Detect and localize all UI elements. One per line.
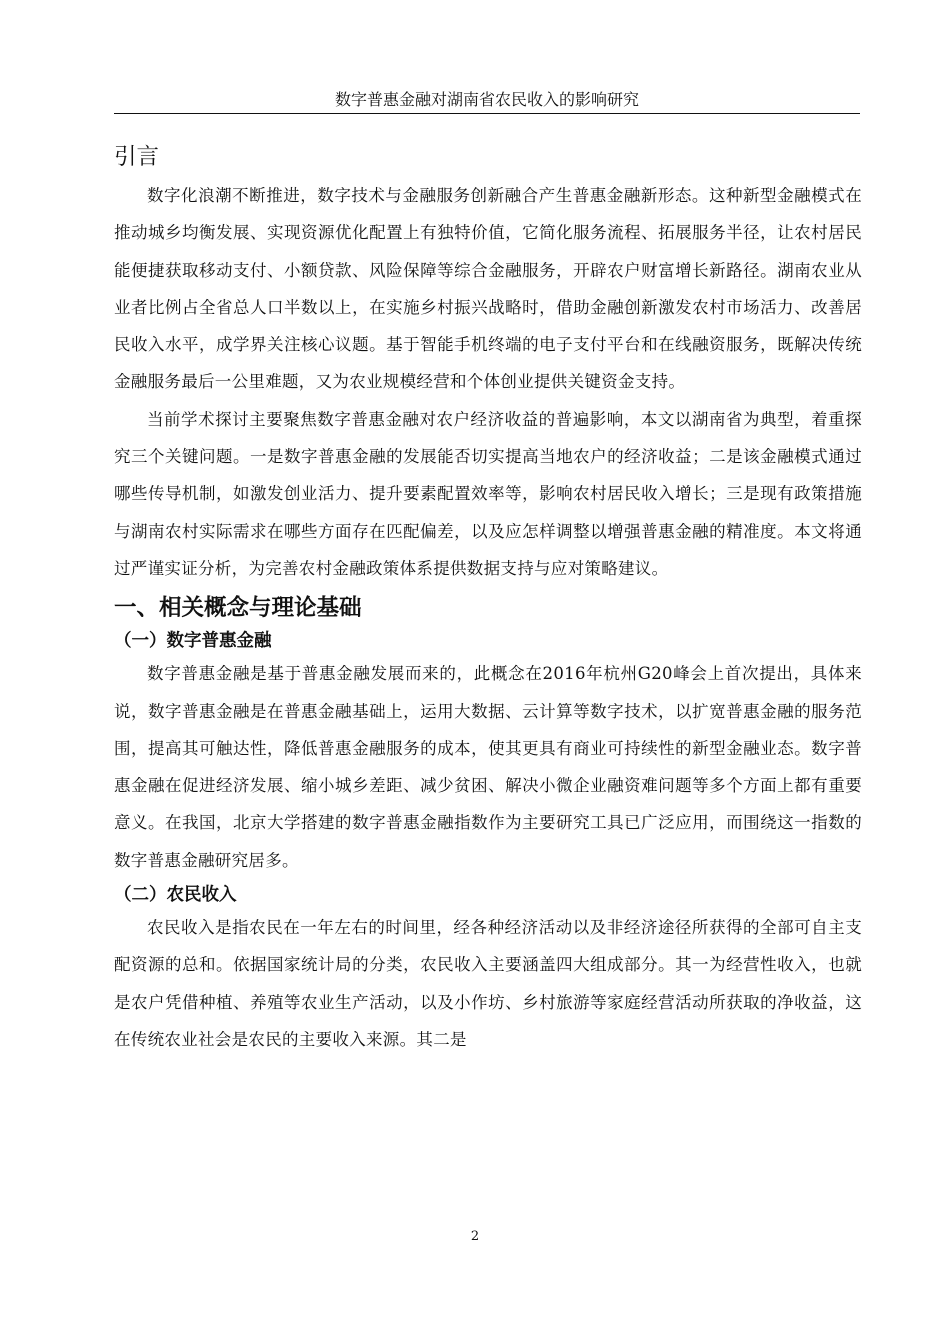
subsection-title: （一）数字普惠金融 — [114, 631, 272, 652]
paragraph: 当前学术探讨主要聚焦数字普惠金融对农户经济收益的普遍影响，本文以湖南省为典型，着重探究三个关键问题。一是数字普惠金融的发展能否切实提高当地农户的经济收益；二是该金融模式通过哪些传导机制，如激发创业活力、提升要素配置效率等，影响农村居民收入增长；三是现有政策措施与湖南农村实际需求在哪些方面存在匹配偏差，以及应怎样调整以增强普惠金融的精准度。本文将通过严谨实证分析，为完善农村金融政策体系提供数据支持与应对策略建议。 — [114, 409, 862, 578]
paragraph: 数字普惠金融是基于普惠金融发展而来的，此概念在2016年杭州G20峰会上首次提出，具体来说，数字普惠金融是在普惠金融基础上，运用大数据、云计算等数字技术，以扩宽普惠金融的服务范围，提高其可触达性，降低普惠金融服务的成本，使其更具有商业可持续性的新型金融业态。数字普惠金融在促进经济发展、缩小城乡差距、减少贫困、解决小微企业融资难问题等多个方面上都有重要意义。在我国，北京大学搭建的数字普惠金融指数作为主要研究工具已广泛应用，而围绕这一指数的数字普惠金融研究居多。 — [114, 664, 862, 870]
page-content — [114, 137, 862, 1058]
chapter-title: 一、相关概念与理论基础 — [114, 595, 362, 622]
paragraph: 数字化浪潮不断推进，数字技术与金融服务创新融合产生普惠金融新形态。这种新型金融模式在推动城乡均衡发展、实现资源优化配置上有独特价值，它简化服务流程、拓展服务半径，让农村居民能便捷获取移动支付、小额贷款、风险保障等综合金融服务，开辟农户财富增长新路径。湖南农业从业者比例占全省总人口半数以上，在实施乡村振兴战略时，借助金融创新激发农村市场活力、改善居民收入水平，成学界关注核心议题。基于智能手机终端的电子支付平台和在线融资服务，既解决传统金融服务最后一公里难题，又为农业规模经营和个体创业提供关键资金支持。 — [114, 186, 862, 392]
section-title-intro: 引言 — [114, 144, 160, 170]
running-header: 数字普惠金融对湖南省农民收入的影响研究 — [114, 89, 860, 114]
page-number: 2 — [470, 1229, 480, 1244]
paragraph: 农民收入是指农民在一年左右的时间里，经各种经济活动以及非经济途径所获得的全部可自主支配资源的总和。依据国家统计局的分类，农民收入主要涵盖四大组成部分。其一为经营性收入，也就是农户凭借种植、养殖等农业生产活动，以及小作坊、乡村旅游等家庭经营活动所获取的净收益，这在传统农业社会是农民的主要收入来源。其二是 — [114, 918, 862, 1049]
subsection-title: （二）农民收入 — [114, 885, 237, 906]
